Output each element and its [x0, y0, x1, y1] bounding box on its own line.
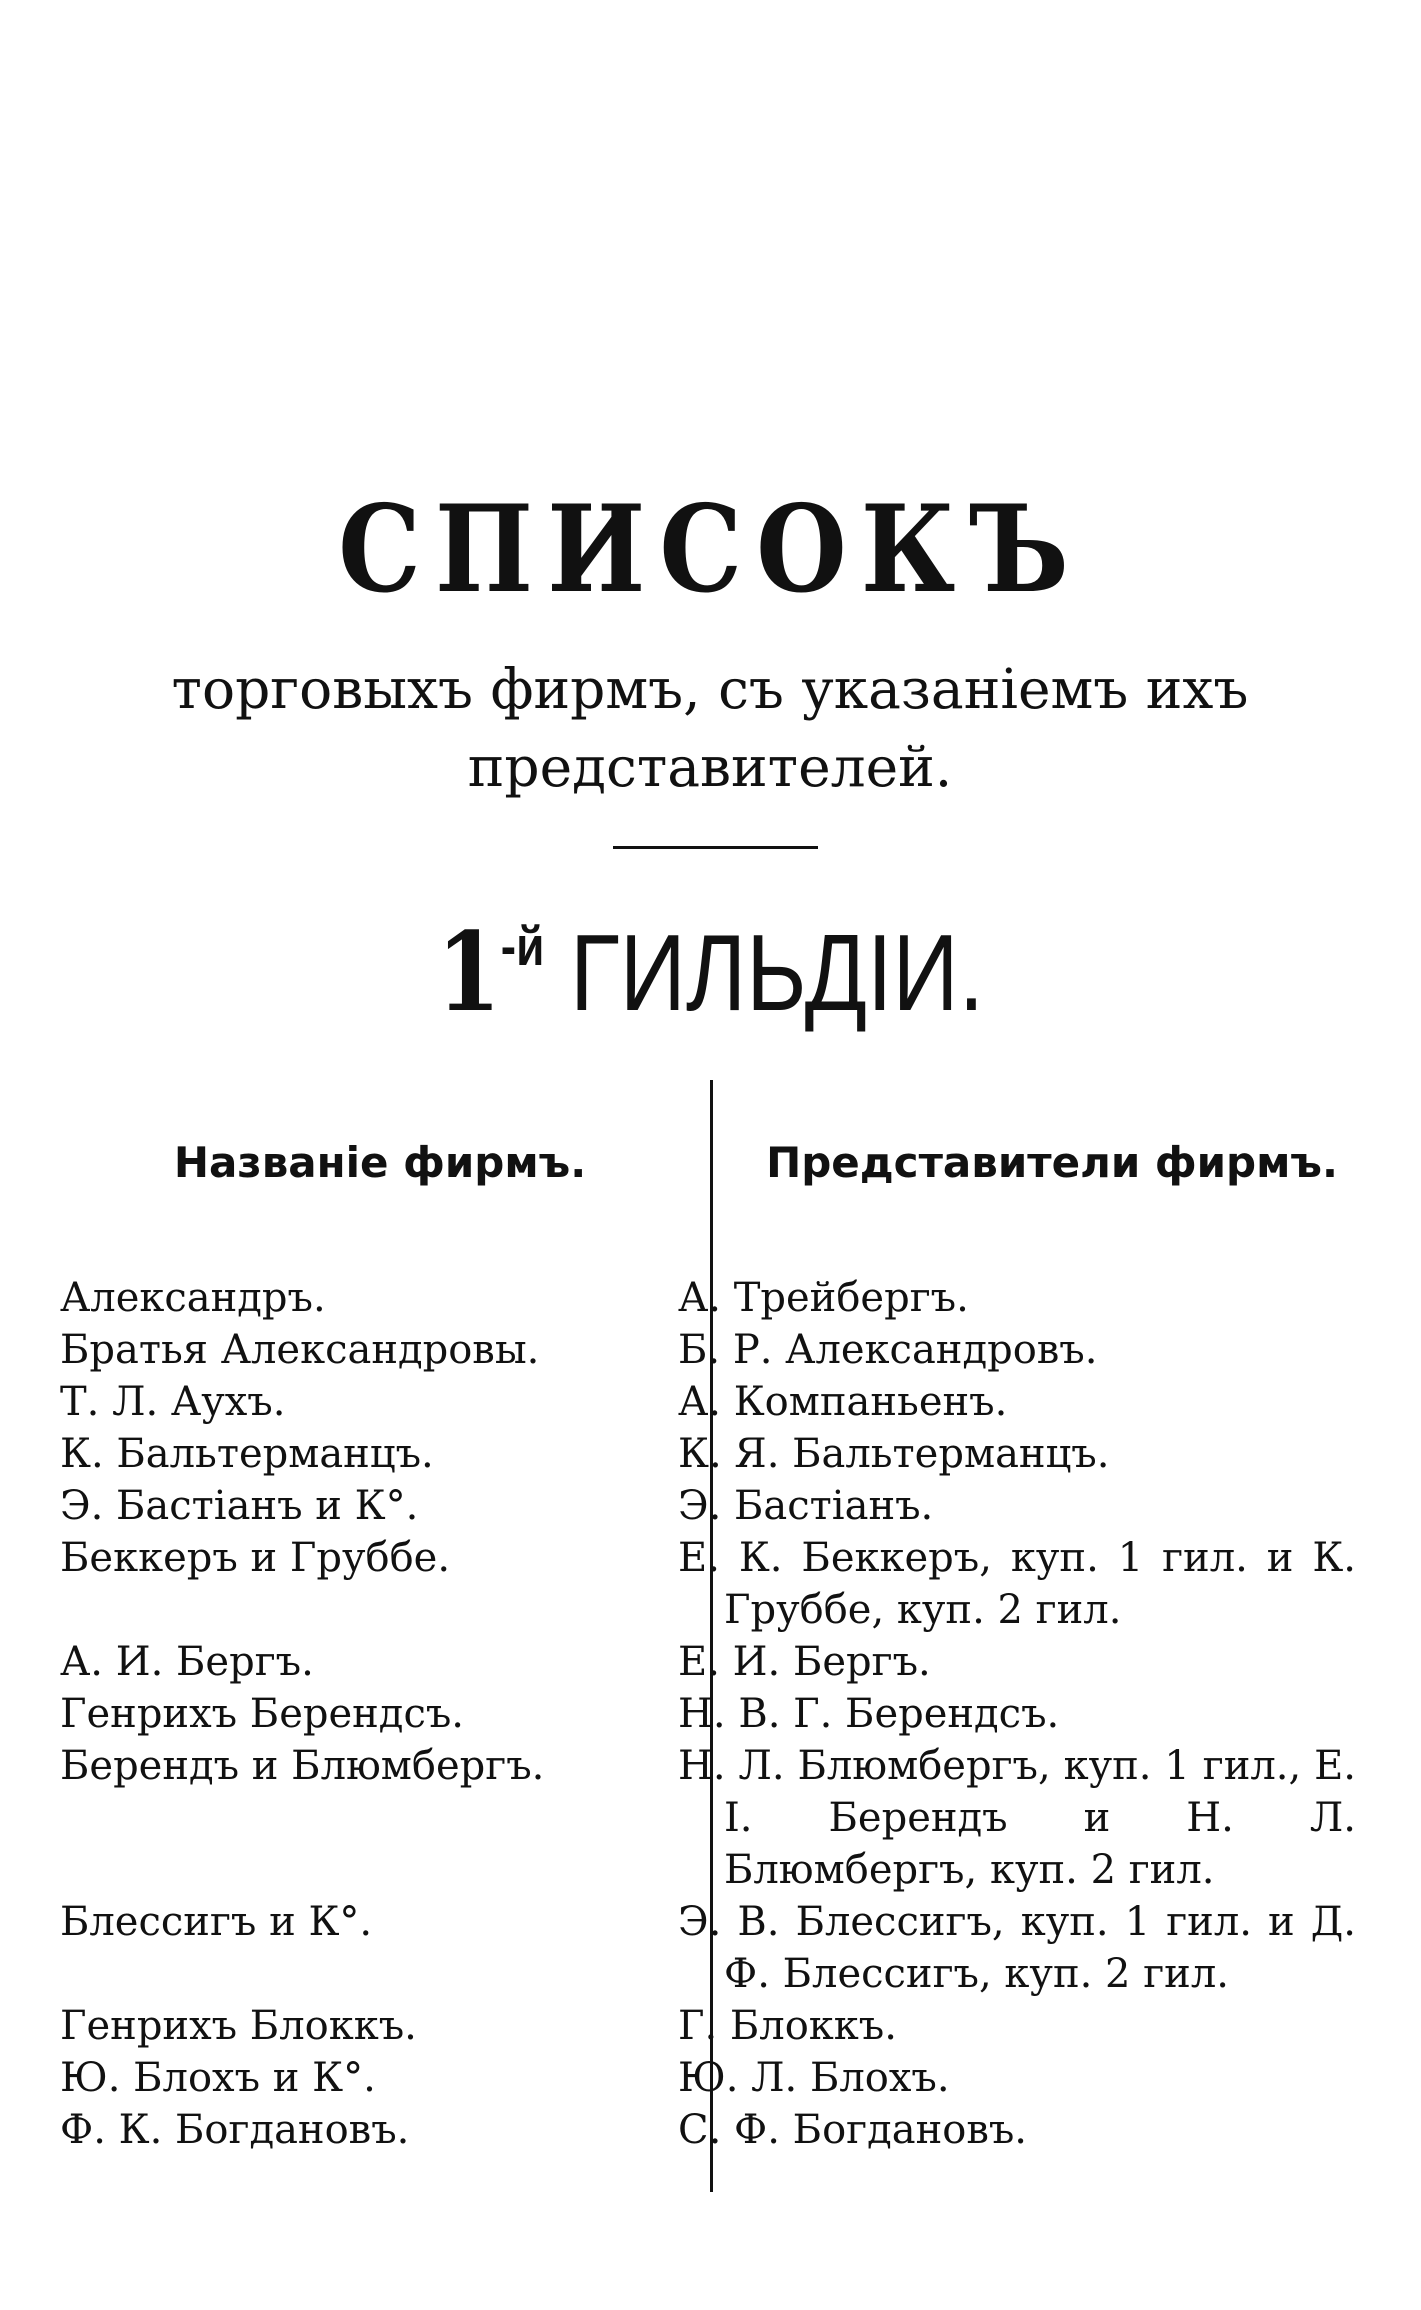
- firm-name: Генрихъ Берендсъ.: [60, 1691, 465, 1737]
- page-title: СПИСОКЪ: [338, 478, 1083, 620]
- representative: Н. В. Г. Берендсъ.: [678, 1691, 1060, 1737]
- firm-name: Ф. К. Богдановъ.: [60, 2107, 410, 2153]
- representatives-list: [678, 1272, 1356, 2156]
- representative: Ю. Л. Блохъ.: [678, 2055, 950, 2101]
- firm-name: Э. Бастіанъ и К°.: [60, 1483, 419, 1529]
- firm-name: Александръ.: [60, 1275, 326, 1321]
- representative: К. Я. Бальтерманцъ.: [678, 1431, 1110, 1477]
- guild-number: 1: [436, 908, 501, 1036]
- firm-name: Т. Л. Аухъ.: [60, 1379, 286, 1425]
- firm-name: Блессигъ и К°.: [60, 1899, 373, 1945]
- representative: Г. Блоккъ.: [678, 2003, 897, 2049]
- firm-name: А. И. Бергъ.: [60, 1639, 314, 1685]
- representative: Э. Бастіанъ.: [678, 1483, 934, 1529]
- representative: Е. К. Беккеръ, куп. 1 гил. и К. Груббе, куп. 2 гил.: [678, 1535, 1356, 1633]
- firm-name: Беккеръ и Груббе.: [60, 1535, 451, 1581]
- representative: А. Трейбергъ.: [678, 1275, 969, 1321]
- firms-list: [60, 1272, 690, 2156]
- representative: Э. В. Блессигъ, куп. 1 гил. и Д. Ф. Блессигъ, куп. 2 гил.: [678, 1899, 1356, 1997]
- guild-suffix: -й: [500, 915, 545, 977]
- firms-column-header: Названіе фирмъ.: [173, 1138, 587, 1187]
- firm-name: Ю. Блохъ и К°.: [60, 2055, 376, 2101]
- representative: Е. И. Бергъ.: [678, 1639, 931, 1685]
- title-rule: [613, 846, 818, 849]
- representatives-column-header: Представители фирмъ.: [766, 1138, 1338, 1187]
- guild-word: ГИЛЬДІИ.: [569, 913, 985, 1034]
- page-subtitle: торговыхъ фирмъ, съ указаніемъ ихъ представителей.: [171, 657, 1249, 799]
- firm-name: Берендъ и Блюмбергъ.: [60, 1743, 545, 1789]
- firm-name: Генрихъ Блоккъ.: [60, 2003, 417, 2049]
- representative: А. Компаньенъ.: [678, 1379, 1008, 1425]
- representative: Б. Р. Александровъ.: [678, 1327, 1098, 1373]
- guild-heading: [0, 908, 1421, 1036]
- representative: С. Ф. Богдановъ.: [678, 2107, 1028, 2153]
- firm-name: Братья Александровы.: [60, 1327, 540, 1373]
- firm-name: К. Бальтерманцъ.: [60, 1431, 434, 1477]
- representative: Н. Л. Блюмбергъ, куп. 1 гил., Е. І. Берендъ и Н. Л. Блюмбергъ, куп. 2 гил.: [678, 1743, 1356, 1893]
